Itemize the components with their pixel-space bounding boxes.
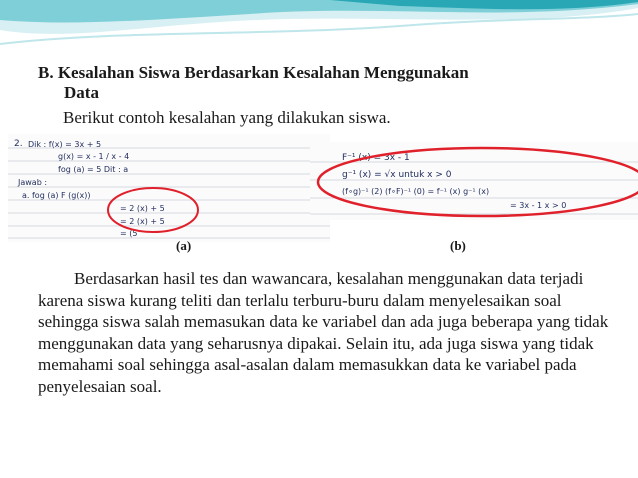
heading-line-2: Data [64, 83, 99, 102]
hw-b-line3: (f∘g)⁻¹ (2) (f∘F)⁻¹ (0) = f⁻¹ (x) g⁻¹ (x) [342, 187, 490, 196]
hw-a-number: 2. [14, 139, 23, 149]
hw-b-line4: = 3x - 1 x > 0 [510, 201, 567, 210]
slide-heading [38, 63, 608, 103]
caption-a: (a) [176, 238, 192, 253]
body-paragraph: Berdasarkan hasil tes dan wawancara, kesalahan menggunakan data terjadi karena siswa kurang teliti dan terlalu terburu-buru dalam menyelesaikan soal sehingga siswa salah memasukan data ke variabel dan ada juga beberapa yang tidak menggunakan data yang seharusnya dipakai. Selain itu, ada juga siswa yang tidak memahami soal sehingga asal-asalan dalam memasukkan data ke variabel pada penyelesaian soal. [38, 269, 609, 396]
hw-a-line2: g(x) = x - 1 / x - 4 [58, 152, 130, 161]
hw-a-line5: a. fog (a) F (g(x)) [22, 191, 91, 200]
hw-a-line3: fog (a) = 5 Dit : a [58, 165, 129, 174]
header-wave-decoration [0, 0, 638, 62]
hw-b-line1: F⁻¹ (x) = 3x - 1 [342, 153, 410, 163]
hw-b-line2: g⁻¹ (x) = √x untuk x > 0 [342, 170, 452, 180]
intro-text: Berikut contoh kesalahan yang dilakukan siswa. [63, 108, 391, 127]
heading-line-1: B. Kesalahan Siswa Berdasarkan Kesalahan Menggunakan [38, 63, 469, 82]
hw-a-line1: Dik : f(x) = 3x + 5 [28, 140, 102, 149]
hw-a-line7: = 2 (x) + 5 [120, 217, 165, 226]
hw-a-line8: = (5 [120, 229, 138, 238]
handwriting-image-b [310, 142, 638, 220]
hw-a-line6: = 2 (x) + 5 [120, 204, 165, 213]
caption-b: (b) [450, 238, 466, 253]
handwriting-image-a [8, 134, 330, 242]
hw-a-line4: Jawab : [18, 178, 48, 187]
